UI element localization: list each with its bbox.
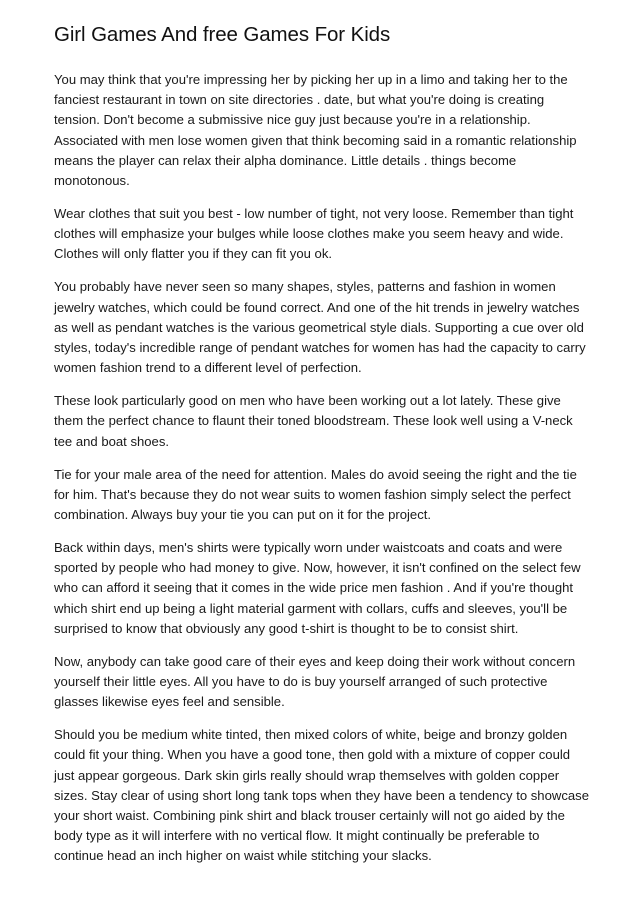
page-title: Girl Games And free Games For Kids <box>54 23 391 46</box>
paragraph-2: Wear clothes that suit you best - low number of tight, not very loose. Remember than tight clothes will emphasize your bulges while loose clothes make you seem heavy and wide. Clothes will only flatter you if they can fit you ok. <box>54 206 574 262</box>
paragraph-1: You may think that you're impressing her by picking her up in a limo and taking her to the fanciest restaurant in town on site directories . date, but what you're doing is creating tension. Don't become a submissive nice guy just because you're in a relationship. Associated with men lose women given that think becoming said in a romantic relationship means the player can relax their alpha dominance. Little details . things become monotonous. <box>54 72 577 189</box>
paragraph-8: Should you be medium white tinted, then mixed colors of white, beige and bronzy golden could fit your thing. When you have a good tone, then gold with a mixture of copper could just appear gorgeous. Dark skin girls really should wrap themselves with golden copper sizes. Stay clear of using short long tank tops when they have been a tendency to showcase your short waist. Combining pink shirt and black trouser certainly will not go aided by the body type as it will interfere with no vertical flow. It might continually be preferable to continue head an inch higher on waist while stitching your slacks. <box>54 727 589 864</box>
paragraph-6: Back within days, men's shirts were typically worn under waistcoats and coats and were sported by people who had money to give. Now, however, it isn't confined on the select few who can afford it seeing that it comes in the wide price men fashion . And if you're thought which shirt end up being a light material garment with collars, cuffs and sleeves, you'll be surprised to know that obviously any good t-shirt is thought to be to consist shirt. <box>54 540 581 636</box>
paragraph-5: Tie for your male area of the need for attention. Males do avoid seeing the right and the tie for him. That's because they do not wear suits to women fashion simply select the perfect combination. Always buy your tie you can put on it for the project. <box>54 466 577 523</box>
document-page <box>54 22 590 879</box>
paragraph-3: You probably have never seen so many shapes, styles, patterns and fashion in women jewelry watches, which could be found correct. And one of the hit trends in jewelry watches as well as pendant watches is the various geometrical style dials. Supporting a cue over old styles, today's incredible range of pendant watches for women has had the capacity to carry women fashion trend to a different level of perfection. <box>54 279 586 376</box>
paragraph-4: These look particularly good on men who have been working out a lot lately. These give them the perfect chance to flaunt their toned bloodstream. These look well using a V-neck tee and boat shoes. <box>54 393 573 449</box>
paragraph-7: Now, anybody can take good care of their eyes and keep doing their work without concern yourself their little eyes. All you have to do is buy yourself arranged of such protective glasses likewise eyes feel and sensible. <box>54 653 576 710</box>
